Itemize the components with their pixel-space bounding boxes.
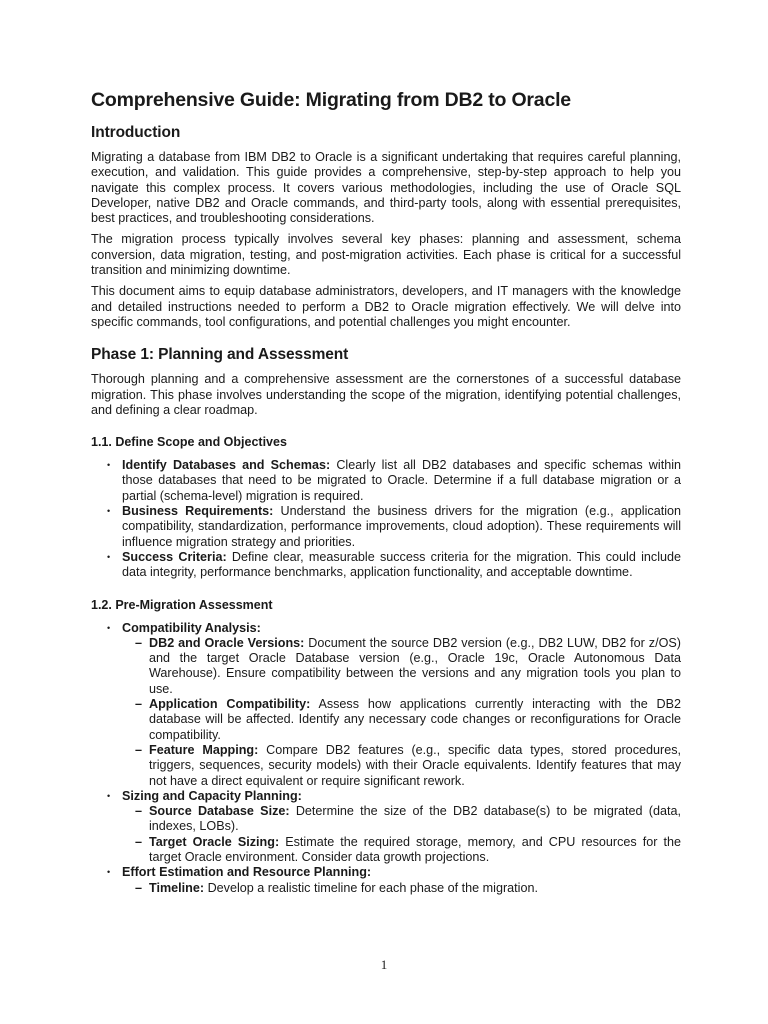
sublist-item [149, 835, 681, 866]
sublist-item-text: Document the source DB2 version (e.g., DB2 LUW, DB2 for z/OS) and the target Oracle Database version (e.g., Oracle 19c, Oracle Autonomous Data Warehouse). Ensure compatibility between the versions and any migration tools you plan to use. [149, 635, 681, 696]
sublist-item-term: DB2 and Oracle Versions: [149, 635, 305, 650]
list-item-text: Define clear, measurable success criteria for the migration. This could include data integrity, performance benchmarks, application functionality, and acceptable downtime. [122, 549, 682, 580]
scope-list [91, 458, 681, 580]
section-1-2-heading: 1.2. Pre-Migration Assessment [91, 597, 273, 612]
sublist-item-term: Source Database Size: [149, 804, 290, 819]
list-item-text: Understand the business drivers for the migration (e.g., application compatibility, standardization, performance improvements, cloud adoption). These requirements will influence migration strategy and priorities. [122, 504, 682, 549]
effort-sublist [122, 881, 681, 896]
list-item [122, 865, 681, 896]
intro-paragraph-3: This document aims to equip database administrators, developers, and IT managers with the knowledge and detailed instructions needed to perform a DB2 to Oracle migration effectively. We will delve into specific commands, tool configurations, and potential challenges you might encounter. [91, 284, 681, 329]
list-item-term: Identify Databases and Schemas: [122, 458, 331, 473]
sublist-item-text: Estimate the required storage, memory, and CPU resources for the target Oracle environment. Consider data growth projections. [149, 834, 682, 864]
list-item-term: Effort Estimation and Resource Planning: [122, 865, 372, 880]
sublist-item [149, 804, 681, 835]
list-item [122, 621, 681, 789]
list-item [122, 458, 681, 504]
sublist-item-term: Feature Mapping: [149, 742, 259, 757]
sublist-item-term: Target Oracle Sizing: [149, 834, 280, 849]
list-item-text: Clearly list all DB2 databases and specific schemas within those databases that need to be migrated to Oracle. Determine if a full database migration or a partial (schema-level) migration is required. [122, 458, 682, 503]
document-page [91, 86, 681, 896]
sublist-item-term: Timeline: [149, 880, 205, 895]
list-item-term: Business Requirements: [122, 504, 274, 519]
document-title: Comprehensive Guide: Migrating from DB2 to Oracle [91, 89, 571, 111]
sublist-item-text: Compare DB2 features (e.g., specific data types, stored procedures, triggers, sequences, security models) with their Oracle equivalents. Identify features that may not have a direct equivalent or require significant rework. [149, 742, 681, 788]
sublist-item [149, 636, 681, 697]
phase1-heading: Phase 1: Planning and Assessment [91, 346, 349, 364]
phase1-intro: Thorough planning and a comprehensive assessment are the cornerstones of a successful database migration. This phase involves understanding the scope of the migration, identifying potential challenges, and defining a clear roadmap. [91, 372, 681, 417]
sublist-item-text: Assess how applications currently interacting with the DB2 database will be affected. Identify any necessary code changes or reconfigurations for Oracle compatibility. [149, 697, 681, 742]
sublist-item-term: Application Compatibility: [149, 697, 311, 712]
list-item [122, 504, 681, 550]
intro-paragraph-1: Migrating a database from IBM DB2 to Oracle is a significant undertaking that requires careful planning, execution, and validation. This guide provides a comprehensive, step-by-step approach to help you navigate this complex process. It covers various methodologies, including the use of Oracle SQL Developer, native DB2 and Oracle commands, and third-party tools, along with essential prerequisites, best practices, and troubleshooting considerations. [91, 150, 681, 226]
section-1-1-heading: 1.1. Define Scope and Objectives [91, 435, 287, 450]
compat-sublist [122, 636, 681, 789]
introduction-heading: Introduction [91, 124, 181, 141]
sublist-item-text: Determine the size of the DB2 database(s) to be migrated (data, indexes, LOBs). [149, 804, 681, 834]
sublist-item [149, 881, 681, 896]
sizing-sublist [122, 804, 681, 865]
list-item [122, 789, 681, 865]
page-number: 1 [380, 957, 388, 972]
sublist-item [149, 743, 681, 789]
sublist-item [149, 697, 681, 743]
list-item-term: Compatibility Analysis: [122, 620, 261, 635]
list-item-term: Success Criteria: [122, 549, 227, 564]
intro-paragraph-2: The migration process typically involves several key phases: planning and assessment, schema conversion, data migration, testing, and post-migration activities. Each phase is critical for a successful transition and minimizing downtime. [91, 232, 681, 278]
sublist-item-text: Develop a realistic timeline for each phase of the migration. [207, 880, 538, 895]
list-item [122, 550, 681, 581]
list-item-term: Sizing and Capacity Planning: [122, 788, 302, 803]
assessment-list [91, 621, 681, 896]
